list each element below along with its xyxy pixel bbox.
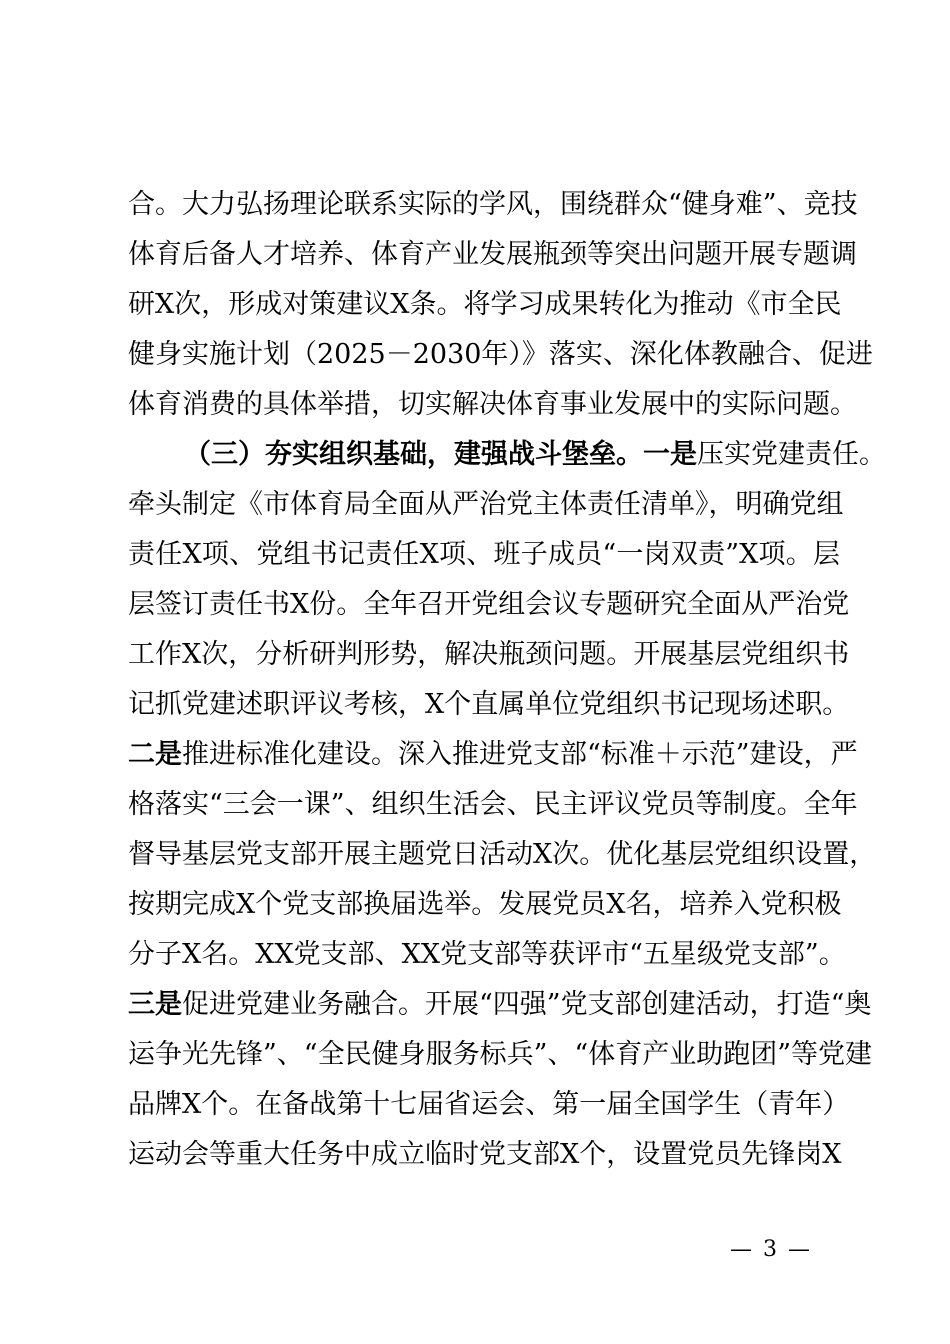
body-line: [128, 980, 872, 1030]
point-label: 二是: [128, 739, 182, 770]
body-line: [128, 1130, 840, 1180]
body-line: [128, 730, 858, 780]
section-heading: （三）夯实组织基础，建强战斗堡垒。一是: [184, 439, 697, 470]
point-label: 三是: [128, 989, 182, 1020]
line-text: 运动会等重大任务中成立临时党支部X个，设置党员先锋岗X: [128, 1139, 842, 1170]
line-text: 记抓党建述职评议考核，X个直属单位党组织书记现场述职。: [128, 689, 850, 720]
line-text: 研X次，形成对策建议X条。将学习成果转化为推动《市全民: [128, 289, 842, 320]
body-line: [128, 1030, 873, 1080]
line-text: 压实党建责任。: [697, 439, 886, 470]
line-text: 牵头制定《市体育局全面从严治党主体责任清单》，明确党组: [128, 489, 844, 520]
body-line: [128, 930, 846, 980]
line-text: 促进党建业务融合。开展“四强”党支部创建活动，打造“奥: [182, 989, 872, 1020]
line-text: 工作X次，分析研判形势，解决瓶颈问题。开展基层党组织书: [128, 639, 850, 670]
line-text: 品牌X个。在备战第十七届省运会、第一届全国学生（青年）: [128, 1089, 850, 1120]
line-text: 健身实施计划（2025－2030年）》落实、深化体教融合、促进: [128, 339, 873, 370]
body-line: [128, 380, 857, 430]
body-line: [128, 280, 840, 330]
body-line: [128, 1080, 850, 1130]
line-text: 督导基层党支部开展主题党日活动X次。优化基层党组织设置，: [128, 839, 877, 870]
body-line: [128, 680, 850, 730]
line-text: 体育消费的具体举措，切实解决体育事业发展中的实际问题。: [128, 389, 857, 420]
body-line: [128, 180, 858, 230]
line-text: 分子X名。XX党支部、XX党支部等获评市“五星级党支部”。: [128, 939, 846, 970]
line-text: 按期完成X个党支部换届选举。发展党员X名，培养入党积极: [128, 889, 842, 920]
body-line: [128, 880, 840, 930]
line-text: 格落实“三会一课”、组织生活会、民主评议党员等制度。全年: [128, 789, 858, 820]
line-text: 运争光先锋”、“全民健身服务标兵”、“体育产业助跑团”等党建: [128, 1039, 873, 1070]
page-number: — 3 —: [730, 1237, 812, 1262]
section-heading-line: [184, 430, 886, 480]
body-line: [128, 830, 877, 880]
line-text: 责任X项、党组书记责任X项、班子成员“一岗双责”X项。层: [128, 539, 840, 570]
line-text: 层签订责任书X份。全年召开党组会议专题研究全面从严治党: [128, 589, 850, 620]
line-text: 推进标准化建设。深入推进党支部“标准＋示范”建设，严: [182, 739, 858, 770]
body-line: [128, 480, 844, 530]
line-text: 合。大力弘扬理论联系实际的学风，围绕群众“健身难”、竞技: [128, 189, 858, 220]
body-line: [128, 780, 858, 830]
body-line: [128, 230, 857, 280]
line-text: 体育后备人才培养、体育产业发展瓶颈等突出问题开展专题调: [128, 239, 857, 270]
body-line: [128, 530, 840, 580]
body-line: [128, 630, 850, 680]
body-line: [128, 580, 850, 630]
body-line: [128, 330, 873, 380]
